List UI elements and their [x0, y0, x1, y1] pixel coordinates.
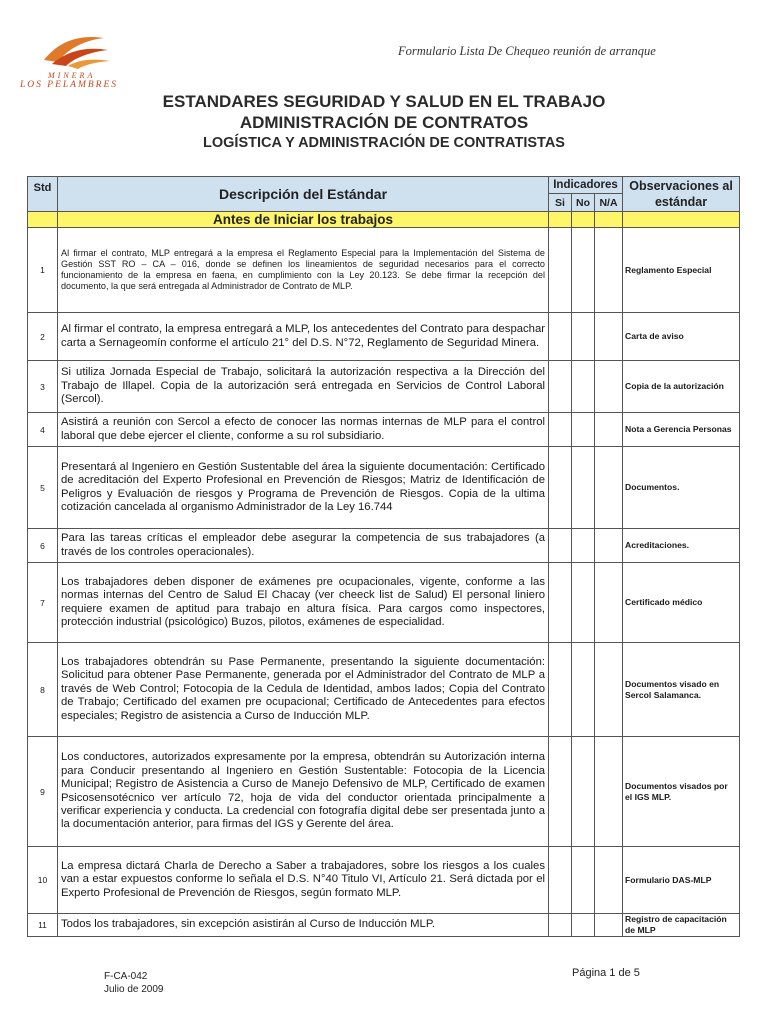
- header-no: No: [572, 194, 595, 212]
- std-number: 3: [28, 361, 58, 413]
- table-row: [28, 361, 740, 413]
- check-si[interactable]: [549, 563, 572, 643]
- observation: Reglamento Especial: [623, 228, 740, 313]
- std-number: 11: [28, 914, 58, 937]
- std-number: 10: [28, 847, 58, 914]
- check-si[interactable]: [549, 228, 572, 313]
- form-code: F-CA-042: [104, 971, 148, 982]
- logo-mark-icon: [38, 30, 112, 72]
- table-row: [28, 228, 740, 313]
- std-number: 7: [28, 563, 58, 643]
- observation: Registro de capacitación de MLP: [623, 914, 740, 937]
- std-number: 8: [28, 643, 58, 737]
- heading-line-1: ESTANDARES SEGURIDAD Y SALUD EN EL TRABAJO: [162, 92, 606, 111]
- check-na[interactable]: [595, 643, 623, 737]
- check-na[interactable]: [595, 413, 623, 447]
- table-row: [28, 529, 740, 563]
- standard-description: Los trabajadores deben disponer de exámenes pre ocupacionales, vigente, conforme a las normas internas del Centro de Salud El Chacay (ver cheeck list de Salud) El personal liniero requiere examen de aptitud para trabajo en altura física. Para cargos como inspectores, protección industrial (psicológico) Buzos, pilotos, exámenes de especialidad.: [58, 563, 549, 643]
- observation: Acreditaciones.: [623, 529, 740, 563]
- table-row: [28, 914, 740, 937]
- standard-description: Los trabajadores obtendrán su Pase Permanente, presentando la siguiente documentación: Solicitud para obtener Pase Permanente, generada por el Administrador del Contrato de MLP a través de Web Control; Fotocopia de la Cedula de Identidad, ambos lados; Copia del Contrato de Trabajo; Certificado del examen pre ocupacional; Certificado de Antecedentes para efectos especiales; Registro de asistencia a Curso de Inducción MLP.: [58, 643, 549, 737]
- std-number: 4: [28, 413, 58, 447]
- std-number: 6: [28, 529, 58, 563]
- check-na[interactable]: [595, 563, 623, 643]
- section-empty-cell: [28, 212, 58, 228]
- standard-description: Los conductores, autorizados expresamente por la empresa, obtendrán su Autorización interna para Conducir presentando al Ingeniero en Gestión Sustentable: Fotocopia de la Licencia Municipal; Registro de Asistencia a Curso de Manejo Defensivo de MLP, Certificado de examen Psicosensotécnico ver artículo 72, hoja de vida del conductor orientada principalmente a verificar experiencia y conducta. La credencial con fotografía digital debe ser presentada junto a la documentación anterior, para firmas del IGS y Gerente del área.: [58, 737, 549, 847]
- section-empty-cell: [549, 212, 572, 228]
- check-si[interactable]: [549, 529, 572, 563]
- check-si[interactable]: [549, 413, 572, 447]
- footer-code-block: [104, 970, 164, 996]
- std-number: 9: [28, 737, 58, 847]
- check-no[interactable]: [572, 563, 595, 643]
- check-no[interactable]: [572, 847, 595, 914]
- check-no[interactable]: [572, 914, 595, 937]
- header-description: Descripción del Estándar: [58, 177, 549, 212]
- standard-description: La empresa dictará Charla de Derecho a Saber a trabajadores, sobre los riesgos a los cuales van a estar expuestos conforme lo señala el D.S. N°40 Titulo VI, Artículo 21. Será dictada por el Experto Profesional de Prevención de Riesgos, según formato MLP.: [58, 847, 549, 914]
- check-no[interactable]: [572, 447, 595, 529]
- heading-line-2: ADMINISTRACIÓN DE CONTRATOS: [239, 113, 529, 132]
- check-na[interactable]: [595, 737, 623, 847]
- observation: Nota a Gerencia Personas: [623, 413, 740, 447]
- logo-text-company: LOS PELAMBRES: [20, 80, 119, 90]
- check-si[interactable]: [549, 447, 572, 529]
- standard-description: Asistirá a reunión con Sercol a efecto de conocer las normas internas de MLP para el control laboral que debe ejercer el cliente, conforme a su rol subsidiario.: [58, 413, 549, 447]
- header-na: N/A: [595, 194, 623, 212]
- check-no[interactable]: [572, 643, 595, 737]
- observation: Documentos visado en Sercol Salamanca.: [623, 643, 740, 737]
- section-title: Antes de Iniciar los trabajos: [58, 212, 549, 228]
- section-empty-cell: [572, 212, 595, 228]
- check-no[interactable]: [572, 228, 595, 313]
- table-row: [28, 643, 740, 737]
- check-si[interactable]: [549, 361, 572, 413]
- observation: Carta de aviso: [623, 313, 740, 361]
- standard-description: Si utiliza Jornada Especial de Trabajo, solicitará la autorización respectiva a la Dirección del Trabajo de Illapel. Copia de la autorización será entregada en Servicios de Control Laboral (Sercol).: [58, 361, 549, 413]
- check-no[interactable]: [572, 413, 595, 447]
- header-si: Si: [549, 194, 572, 212]
- observation: Documentos.: [623, 447, 740, 529]
- table-row: [28, 563, 740, 643]
- standard-description: Al firmar el contrato, la empresa entregará a MLP, los antecedentes del Contrato para despachar carta a Sernageomín conforme el artículo 21° del D.S. N°72, Reglamento de Seguridad Minera.: [58, 313, 549, 361]
- table-row: [28, 413, 740, 447]
- check-na[interactable]: [595, 228, 623, 313]
- standard-description: Para las tareas críticas el empleador debe asegurar la competencia de sus trabajadores (a través de los controles operacionales).: [58, 529, 549, 563]
- header-indicators: Indicadores: [549, 177, 623, 194]
- check-si[interactable]: [549, 847, 572, 914]
- observation: Documentos visados por el IGS MLP.: [623, 737, 740, 847]
- standards-table: [27, 176, 740, 937]
- std-number: 1: [28, 228, 58, 313]
- observation: Certificado médico: [623, 563, 740, 643]
- header-observations: Observaciones al estándar: [623, 177, 740, 212]
- table-row: [28, 313, 740, 361]
- table-row: [28, 737, 740, 847]
- standard-description: Todos los trabajadores, sin excepción asistirán al Curso de Inducción MLP.: [58, 914, 549, 937]
- standard-description: Al firmar el contrato, MLP entregará a la empresa el Reglamento Especial para la Implementación del Sistema de Gestión SST RO – CA – 016, donde se definen los lineamientos de seguridad necesarios para el correcto funcionamiento de la empresa en faena, en cumplimiento con la Ley 20.123. Se debe firmar la recepción del documento, la que será entregada al Administrador de Contrato de MLP.: [58, 228, 549, 313]
- check-si[interactable]: [549, 737, 572, 847]
- observation: Copia de la autorización: [623, 361, 740, 413]
- check-no[interactable]: [572, 529, 595, 563]
- std-number: 5: [28, 447, 58, 529]
- table-row: [28, 447, 740, 529]
- heading-line-3: LOGÍSTICA Y ADMINISTRACIÓN DE CONTRATISTAS: [203, 135, 565, 151]
- section-empty-cell: [595, 212, 623, 228]
- logo-text-minera: MINERA: [48, 71, 96, 80]
- check-no[interactable]: [572, 313, 595, 361]
- check-na[interactable]: [595, 847, 623, 914]
- observation: Formulario DAS-MLP: [623, 847, 740, 914]
- check-no[interactable]: [572, 361, 595, 413]
- header-std: Std: [28, 177, 58, 212]
- page-number: Página 1 de 5: [572, 967, 640, 979]
- check-si[interactable]: [549, 313, 572, 361]
- check-na[interactable]: [595, 447, 623, 529]
- check-na[interactable]: [595, 914, 623, 937]
- check-na[interactable]: [595, 361, 623, 413]
- std-number: 2: [28, 313, 58, 361]
- section-empty-cell: [623, 212, 740, 228]
- check-si[interactable]: [549, 914, 572, 937]
- check-si[interactable]: [549, 643, 572, 737]
- form-date: Julio de 2009: [104, 984, 164, 995]
- table-row: [28, 847, 740, 914]
- check-na[interactable]: [595, 313, 623, 361]
- form-title: Formulario Lista De Chequeo reunión de arranque: [398, 44, 656, 58]
- standard-description: Presentará al Ingeniero en Gestión Sustentable del área la siguiente documentación: Certificado de acreditación del Experto Profesional en Prevención de Riesgos; Matriz de Identificación de Peligros y Evaluación de riesgos y Programa de Prevención de Riesgos. Copia de la ultima cotización cancelada al organismo Administrador de la Ley 16.744: [58, 447, 549, 529]
- check-no[interactable]: [572, 737, 595, 847]
- company-logo: [18, 30, 128, 92]
- check-na[interactable]: [595, 529, 623, 563]
